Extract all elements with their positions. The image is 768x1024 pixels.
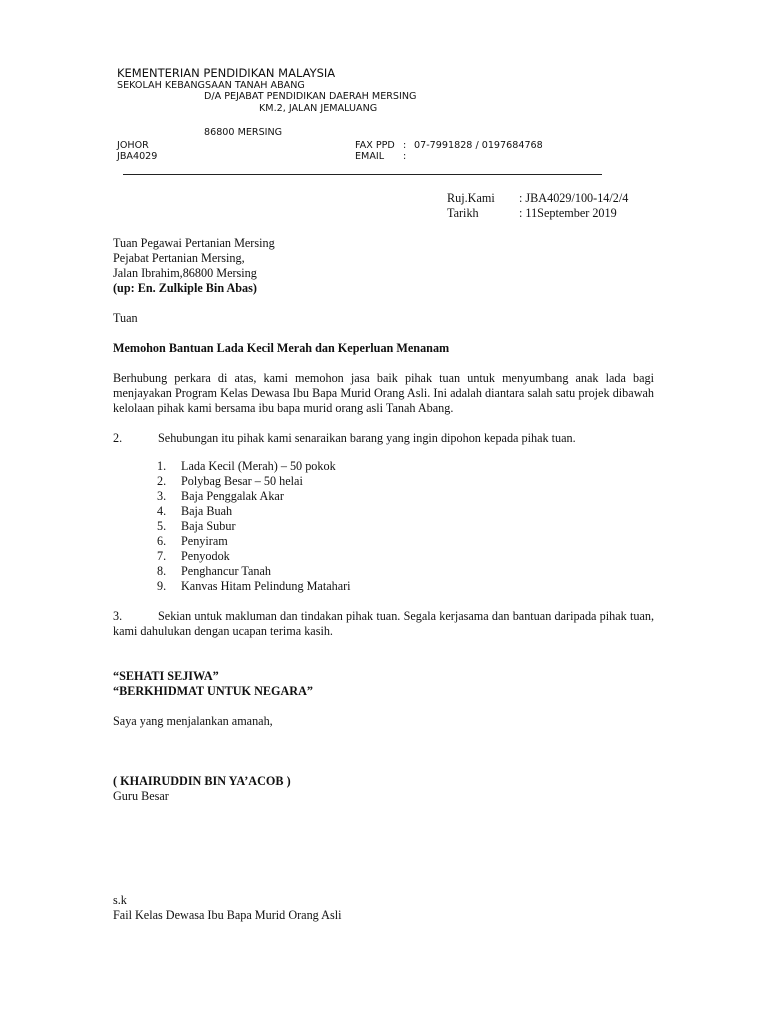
reference-value: : JBA4029/100-14/2/4 — [519, 191, 629, 205]
recipient-attention: (up: En. Zulkiple Bin Abas) — [113, 281, 257, 295]
date-label: Tarikh — [447, 206, 479, 220]
email-colon: : — [403, 151, 407, 162]
item-number: 8. — [157, 564, 167, 578]
list-item — [157, 534, 351, 549]
list-item — [157, 474, 351, 489]
paragraph-2-text: Sehubungan itu pihak kami senaraikan barang yang ingin dipohon kepada pihak tuan. — [158, 431, 576, 445]
email-label: EMAIL — [355, 151, 385, 162]
list-item — [157, 564, 351, 579]
item-number: 6. — [157, 534, 167, 548]
item-text: Baja Penggalak Akar — [181, 489, 284, 503]
ministry-name: KEMENTERIAN PENDIDIKAN MALAYSIA — [117, 66, 336, 80]
motto-2: “BERKHIDMAT UNTUK NEGARA” — [113, 684, 313, 698]
item-text: Lada Kecil (Merah) – 50 pokok — [181, 459, 336, 473]
item-number: 7. — [157, 549, 167, 563]
list-item — [157, 579, 351, 594]
paragraph-2-number: 2. — [113, 431, 123, 445]
fax-colon: : — [403, 140, 407, 151]
closing-line: Saya yang menjalankan amanah, — [113, 714, 273, 728]
reference-label: Ruj.Kami — [447, 191, 495, 205]
school-name: SEKOLAH KEBANGSAAN TANAH ABANG — [117, 80, 305, 91]
signatory-name: ( KHAIRUDDIN BIN YA’ACOB ) — [113, 774, 291, 788]
signatory-title: Guru Besar — [113, 789, 169, 803]
item-number: 9. — [157, 579, 167, 593]
cc-recipient: Fail Kelas Dewasa Ibu Bapa Murid Orang Asli — [113, 908, 342, 922]
item-number: 1. — [157, 459, 167, 473]
item-text: Baja Subur — [181, 519, 236, 533]
list-item — [157, 519, 351, 534]
recipient-line-2: Pejabat Pertanian Mersing, — [113, 251, 245, 265]
motto-1: “SEHATI SEJIWA” — [113, 669, 219, 683]
paragraph-1: Berhubung perkara di atas, kami memohon jasa baik pihak tuan untuk menyumbang anak lada bagi menjayakan Program Kelas Dewasa Ibu Bapa Murid Orang Asli. Ini adalah diantara salah satu projek dibawah kelolaan pihak kami bersama ibu bapa murid orang asli Tanah Abang. — [113, 371, 654, 415]
list-item — [157, 504, 351, 519]
recipient-line-3: Jalan Ibrahim,86800 Mersing — [113, 266, 257, 280]
recipient-line-1: Tuan Pegawai Pertanian Mersing — [113, 236, 275, 250]
office-address: D/A PEJABAT PENDIDIKAN DAERAH MERSING — [204, 91, 417, 102]
fax-value: 07-7991828 / 0197684768 — [414, 140, 543, 151]
list-item — [157, 549, 351, 564]
paragraph-3-number: 3. — [113, 609, 123, 623]
item-text: Baja Buah — [181, 504, 233, 518]
letterhead-divider — [123, 174, 602, 175]
item-number: 4. — [157, 504, 167, 518]
cc-label: s.k — [113, 893, 127, 907]
item-text: Kanvas Hitam Pelindung Matahari — [181, 579, 351, 593]
date-value: : 11September 2019 — [519, 206, 617, 220]
requested-items-list — [157, 459, 351, 594]
list-item — [157, 489, 351, 504]
fax-label: FAX PPD — [355, 140, 395, 151]
list-item — [157, 459, 351, 474]
street-address: KM.2, JALAN JEMALUANG — [259, 103, 378, 114]
item-text: Penyodok — [181, 549, 230, 563]
state: JOHOR — [117, 140, 149, 151]
salutation: Tuan — [113, 311, 138, 325]
item-text: Polybag Besar – 50 helai — [181, 474, 303, 488]
paragraph-3 — [113, 609, 654, 639]
paragraph-3-text: Sekian untuk makluman dan tindakan pihak tuan. Segala kerjasama dan bantuan daripada pihak tuan, kami dahulukan dengan ucapan terima kasih. — [113, 609, 654, 638]
item-text: Penyiram — [181, 534, 228, 548]
item-number: 5. — [157, 519, 167, 533]
item-number: 2. — [157, 474, 167, 488]
item-number: 3. — [157, 489, 167, 503]
school-code: JBA4029 — [117, 151, 158, 162]
postcode-city: 86800 MERSING — [204, 127, 283, 138]
letter-subject: Memohon Bantuan Lada Kecil Merah dan Keperluan Menanam — [113, 341, 450, 355]
item-text: Penghancur Tanah — [181, 564, 271, 578]
